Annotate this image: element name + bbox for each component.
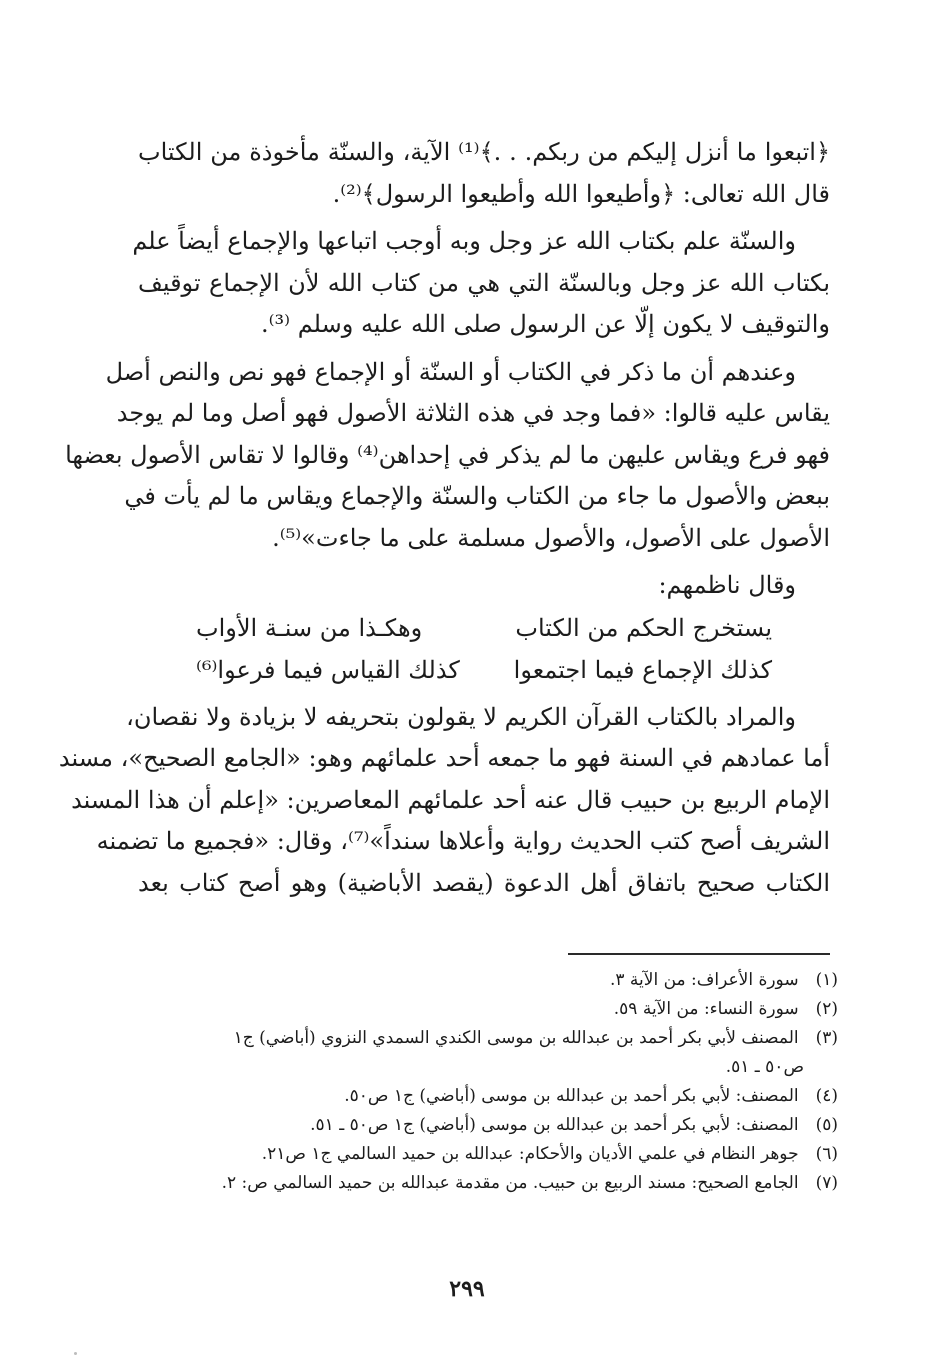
- paragraph-2: [132, 221, 830, 346]
- footnote-number: (١): [815, 970, 838, 990]
- footnotes: [138, 966, 838, 1198]
- verse-hemistich-second: وهكـذا من سنـة الأواب: [196, 613, 423, 642]
- footnote-text: سورة الأعراف: من الآية ٣.: [609, 970, 799, 990]
- footnote-4: [138, 1082, 838, 1111]
- footnote-number: (٥): [815, 1115, 838, 1135]
- text-line: والسنّة علم بكتاب الله عز وجل وبه أوجب اتباعها والإجماع أيضاً علم: [132, 227, 796, 255]
- footnote-7: [138, 1169, 838, 1198]
- text-line: أما عمادهم في السنة فهو ما جمعه أحد علمائهم وهو: «الجامع الصحيح»، مسند: [58, 744, 830, 772]
- footnote-number: (٤): [815, 1086, 838, 1106]
- text-line: الأصول على الأصول، والأصول مسلمة على ما جاءت»⁽⁵⁾.: [272, 523, 830, 552]
- text-line: ببعض والأصول ما جاء من الكتاب والسنّة والإجماع ويقاس ما لم يأت في: [124, 482, 830, 510]
- text-line: فهو فرع ويقاس عليهن ما لم يذكر في إحداهن⁽⁴⁾ وقالوا لا تقاس الأصول بعضها: [65, 440, 830, 469]
- text-line: والتوقيف لا يكون إلّا عن الرسول صلى الله عليه وسلم ⁽³⁾.: [261, 310, 830, 338]
- main-text: [58, 132, 831, 910]
- footnote-text: المصنف: لأبي بكر أحمد بن عبدالله بن موسى (أباضي) ج١ ص٥٠.: [344, 1086, 799, 1106]
- text-line: يقاس عليه قالوا: «فما وجد في هذه الثلاثة الأصول فهو أصل وما لم يوجد: [116, 399, 830, 427]
- footnote-text: سورة النساء: من الآية ٥٩.: [613, 999, 799, 1019]
- text-line: والمراد بالكتاب القرآن الكريم لا يقولون بتحريفه لا بزيادة ولا نقصان،: [126, 702, 796, 731]
- footnote-3: [138, 1024, 838, 1053]
- poem-verse-2: [138, 649, 830, 691]
- poem-verse-1: [138, 607, 830, 649]
- text-line: قال الله تعالى: ﴿وأطيعوا الله وأطيعوا الرسول﴾⁽²⁾.: [332, 179, 830, 208]
- footnote-text: جوهر النظام في علمي الأديان والأحكام: عبدالله بن حميد السالمي ج١ ص٢١.: [261, 1144, 799, 1164]
- footnote-number: (٢): [815, 999, 838, 1019]
- footnote-text: المصنف: لأبي بكر أحمد بن عبدالله بن موسى (أباضي) ج١ ص٥٠ ـ ٥١.: [310, 1115, 799, 1135]
- text-line: الإمام الربيع بن حبيب قال عنه أحد علمائهم المعاصرين: «إعلم أن هذا المسند: [71, 785, 830, 814]
- paragraph-1: [138, 132, 830, 215]
- text-line: الشريف أصح كتب الحديث رواية وأعلاها سنداً»⁽⁷⁾، وقال: «فجميع ما تضمنه: [96, 827, 830, 855]
- paragraph-4: [138, 565, 830, 607]
- footnote-number: (٧): [815, 1173, 838, 1193]
- verse-hemistich-second: كذلك القياس فيما فرعوا⁽⁶⁾: [196, 655, 460, 684]
- paragraph-3: [65, 352, 830, 560]
- scan-speck: [74, 1352, 77, 1355]
- footnote-1: [138, 966, 838, 995]
- text-line: بكتاب الله عز وجل وبالسنّة التي هي من كتاب الله لأن الإجماع توقيف: [138, 268, 830, 297]
- footnote-2: [138, 995, 838, 1024]
- footnote-text: المصنف لأبي بكر أحمد بن عبدالله بن موسى الكندي السمدي النزوي (أباضي) ج١: [233, 1028, 799, 1048]
- footnote-number: (٦): [815, 1144, 838, 1164]
- footnote-number: (٣): [815, 1028, 838, 1048]
- text-line: وقال ناظمهم:: [658, 571, 796, 599]
- paragraph-5: [58, 697, 830, 905]
- verse-hemistich-first: كذلك الإجماع فيما اجتمعوا: [513, 655, 772, 684]
- text-line: الكتاب صحيح باتفاق أهل الدعوة (يقصد الأباضية) وهو أصح كتاب بعد: [138, 868, 830, 897]
- text-line: وعندهم أن ما ذكر في الكتاب أو السنّة أو الإجماع فهو نص والنص أصل: [105, 357, 796, 386]
- footnote-text: الجامع الصحيح: مسند الربيع بن حبيب. من مقدمة عبدالله بن حميد السالمي ص: ٢.: [221, 1173, 799, 1193]
- footnote-3-continuation: ص٥٠ ـ ٥١.: [725, 1057, 804, 1077]
- text-line: ﴿اتبعوا ما أنزل إليكم من ربكم. . .﴾⁽¹⁾ الآية، والسنّة مأخوذة من الكتاب: [138, 138, 831, 166]
- footnote-divider: [568, 953, 830, 955]
- footnote-6: [138, 1140, 838, 1169]
- verse-hemistich-first: يستخرج الحكم من الكتاب: [515, 613, 772, 642]
- page-number: ٢٩٩: [449, 1276, 485, 1302]
- footnote-5: [138, 1111, 838, 1140]
